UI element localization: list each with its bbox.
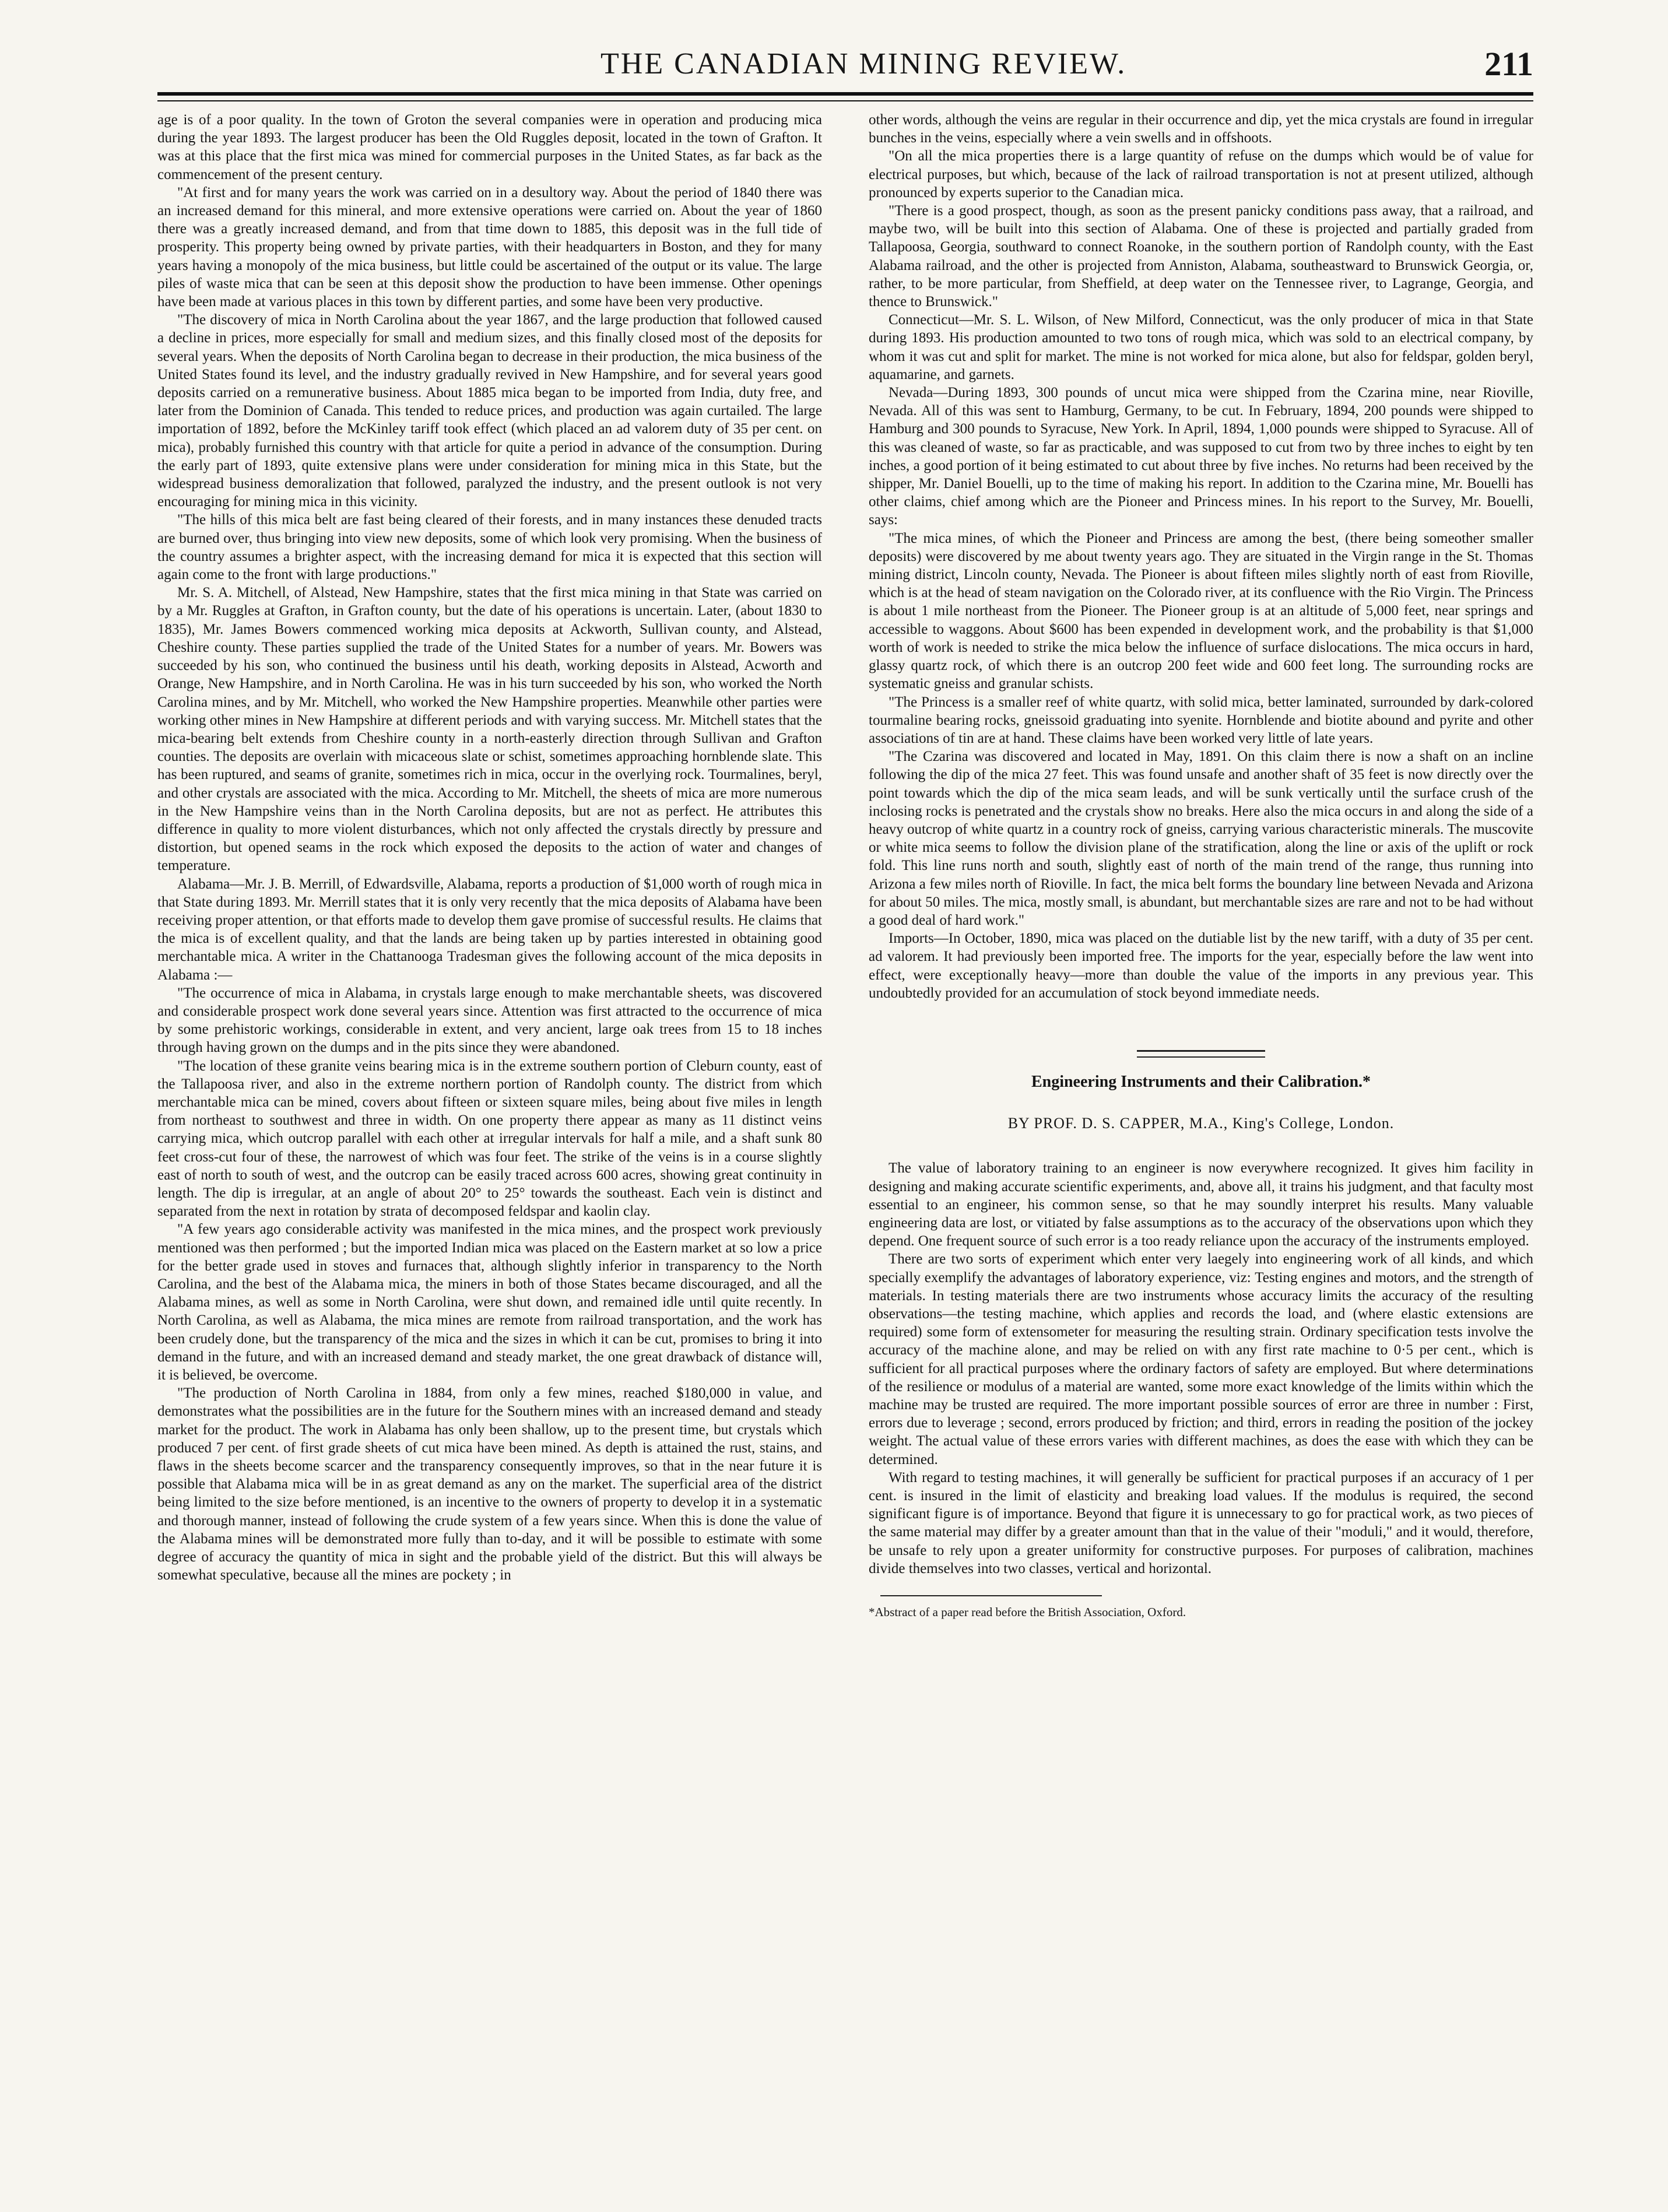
journal-title: THE CANADIAN MINING REVIEW. — [601, 47, 1127, 80]
paragraph: Connecticut—Mr. S. L. Wilson, of New Milford, Connecticut, was the only producer of mica in that State during 1893. His production amounted to two tons of rough mica, which was sold to an electrical company, by whom it was cut and split for market. The mine is not worked for mica alone, but also for feldspar, golden beryl, aquamarine, and garnets. — [869, 312, 1533, 382]
footnote: *Abstract of a paper read before the British Association, Oxford. — [869, 1605, 1186, 1620]
paragraph: "The occurrence of mica in Alabama, in crystals large enough to make merchantable sheets, was discovered and considerable prospect work done several years since. Attention was first attracted to the occurrence of mica by some prehistoric workings, considerable in extent, and very ancient, large oak trees from 15 to 18 inches through having grown on the dumps and in the pits since they were abandoned. — [157, 985, 822, 1056]
header-rule-thick — [157, 92, 1533, 96]
paragraph: other words, although the veins are regular in their occurrence and dip, yet the mica crystals are found in irregular bunches in the veins, especially where a vein swells and in offshoots. — [869, 112, 1533, 146]
paragraph: Nevada—During 1893, 300 pounds of uncut mica were shipped from the Czarina mine, near Rioville, Nevada. All of this was sent to Hamburg, Germany, to be cut. In February, 1894, 200 pounds were shipped to Hamburg and 300 pounds to Syracuse, New York. In April, 1894, 1,000 pounds were shipped to Syracuse. All of this was cleaned of waste, so far as practicable, and was supposed to cut from two by three inches to eight by ten inches, a good portion of it being estimated to cut about three by five inches. No returns had been received by the shipper, Mr. Daniel Bouelli, up to the time of making his report. In addition to the Czarina mine, Mr. Bouelli has other claims, chief among which are the Pioneer and Princess mines. In his report to the Survey, Mr. Bouelli, says: — [869, 385, 1533, 528]
paragraph: "The Princess is a smaller reef of white quartz, with solid mica, better laminated, surrounded by dark-colored tourmaline bearing rocks, gneissoid graduating into syenite. Hornblende and biotite abound and pyrite and other associations of tin are at hand. These claims have been worked very little of late years. — [869, 694, 1533, 746]
footnote-rule — [880, 1595, 1102, 1596]
paragraph: "The Czarina was discovered and located in May, 1891. On this claim there is now a shaft on an incline following the dip of the mica 27 feet. This was found unsafe and another shaft of 35 feet is now directly over the point towards which the dip of the mica seam leads, and will be sunk vertically until the surface crush of the inclosing rocks is penetrated and the crystals show no breaks. Here also the mica occurs in and along the side of a heavy outcrop of white quartz in a country rock of gneiss, carrying various characteristic minerals. The muscovite or white mica seems to follow the division plane of the stratification, along the line or axis of the uplift or rock fold. This line runs north and south, slightly east of north of the main trend of the range, thus running into Arizona a few miles north of Rioville. In fact, the mica belt forms the boundary line between Nevada and Arizona for about 50 miles. The mica, mostly small, is abundant, but merchantable sizes are rare and not to be had without a good deal of hard work." — [869, 749, 1533, 928]
paragraph: Mr. S. A. Mitchell, of Alstead, New Hampshire, states that the first mica mining in that State was carried on by a Mr. Ruggles at Grafton, in Grafton county, but the date of his operations is uncertain. Later, (about 1830 to 1835), Mr. James Bowers commenced working mica deposits at Ackworth, Sullivan county, and Alstead, Cheshire county. These parties supplied the trade of the United States for a number of years. Mr. Bowers was succeeded by his son, who continued the business until his death, working deposits in Alstead, Acworth and Orange, New Hampshire, and in North Carolina. He was in his turn succeeded by his son, who worked the North Carolina mines, and by Mr. Mitchell, who worked the New Hampshire properties. Meanwhile other parties were working other mines in New Hampshire at different periods and with varying success. Mr. Mitchell states that the mica-bearing belt extends from Cheshire county in a north-easterly direction through Sullivan and Grafton counties. The deposits are overlain with micaceous slate or schist, sometimes approaching hornblende slate. This has been ruptured, and seams of granite, sometimes rich in mica, occur in the overlying rock. Tourmalines, beryl, and other crystals are associated with the mica. According to Mr. Mitchell, the sheets of mica are more numerous in the New Hampshire veins than in the North Carolina deposits, but are not as perfect. He attributes this difference in quality to more violent disturbances, which not only affected the crystals directly by pressure and distortion, but opened seams in the rock which exposed the deposits to the action of water and changes of temperature. — [157, 585, 822, 874]
page-number: 211 — [1484, 45, 1533, 83]
article-paragraph: The value of laboratory training to an engineer is now everywhere recognized. It gives him facility in designing and making accurate scientific experiments, and, above all, it trains his judgment, and that faculty most essential to an engineer, his common sense, so that he may soundly interpret his results. Many valuable engineering data are lost, or vitiated by false assumptions as to the accuracy of the observations upon which they depend. One frequent source of such error is a too ready reliance upon the accuracy of the instruments employed. — [869, 1160, 1533, 1249]
article-paragraph: With regard to testing machines, it will generally be sufficient for practical purposes if an accuracy of 1 per cent. is insured in the limit of elasticity and breaking load values. If the modulus is required, the second significant figure is of importance. Beyond that figure it is unnecessary to go for practical work, as two pieces of the same material may differ by a greater amount than that in the value of their "moduli," and it would, therefore, be unsafe to rely upon a greater uniformity for constructive purposes. For purposes of calibration, machines divide themselves into two classes, vertical and horizontal. — [869, 1469, 1533, 1577]
paragraph: "There is a good prospect, though, as soon as the present panicky conditions pass away, that a railroad, and maybe two, will be built into this section of Alabama. One of these is projected and partially graded from Tallapoosa, Georgia, southward to connect Roanoke, in the southern portion of Randolph county, with the East Alabama railroad, and the other is projected from Anniston, Alabama, southeastward to Brunswick Georgia, or, rather, to be more particular, from Sheffield, at deep water on the Tennessee river, to Lagrange, Georgia, and thence to Brunswick." — [869, 203, 1533, 310]
paragraph: "A few years ago considerable activity was manifested in the mica mines, and the prospect work previously mentioned was then performed ; but the imported Indian mica was placed on the Eastern market at so low a price for the better grade used in stoves and furnaces that, although slightly inferior in transparency to the North Carolina, and the best of the Alabama mica, the miners in both of those States became discouraged, and all the Alabama mines, as well as some in North Carolina, were shut down, and remained idle until quite recently. In North Carolina, as well as Alabama, the mica mines are remote from railroad transportation, and the work has been crudely done, but the transparency of the mica and the sizes in which it can be cut, promises to bring it into demand in the future, and with an increased demand and steady market, the one great drawback of distance will, it is believed, be overcome. — [157, 1221, 822, 1384]
left-column — [157, 111, 822, 1584]
paragraph: Imports—In October, 1890, mica was placed on the dutiable list by the new tariff, with a duty of 35 per cent. ad valorem. It had previously been imported free. The imports for the year, especially before the law went into effect, were exceptionally heavy—more than double the value of the imports in any previous year. This undoubtedly provided for an accumulation of stock beyond immediate needs. — [869, 931, 1533, 1001]
article-byline: BY PROF. D. S. CAPPER, M.A., King's College, London. — [1007, 1115, 1395, 1132]
header-rule-thin — [157, 100, 1533, 101]
paragraph: "The mica mines, of which the Pioneer and Princess are among the best, (there being someother smaller deposits) were discovered by me about twenty years ago. They are situated in the Virgin range in the St. Thomas mining district, Lincoln county, Nevada. The Pioneer is about fifteen miles slightly north of east from Rioville, which is at the head of steam navigation on the Colorado river, at its confluence with the Rio Virgin. The Princess is about 1 mile northeast from the Pioneer. The Pioneer group is at an altitude of 5,000 feet, near springs and accessible to waggons. About $600 has been expended in development work, and the probability is that $1,000 worth of work is needed to strike the mica below the influence of surface dislocations. The mica occurs in hard, glassy quartz rock, of which there is an outcrop 200 feet wide and 600 feet long. The surrounding rocks are systematic gneiss and granular schists. — [869, 530, 1533, 692]
paragraph: "The discovery of mica in North Carolina about the year 1867, and the large production that followed caused a decline in prices, more especially for small and medium sizes, and this finally closed most of the deposits for several years. When the deposits of North Carolina began to decrease in their production, the mica business of the United States found its level, and the industry gradually revived in New Hampshire, and for several years good deposits carried on a remunerative business. About 1885 mica began to be imported from India, duty free, and later from the Dominion of Canada. This tended to reduce prices, and production was again curtailed. The large importation of 1892, before the McKinley tariff took effect (which placed an ad valorem duty of 35 per cent. on mica), probably furnished this country with that article for quite a period in advance of the consumption. During the early part of 1893, quite extensive plans were under consideration for mining mica in this State, but the widespread business demoralization that followed, paralyzed the industry, and the present outlook is not very encouraging for mining mica in this vicinity. — [157, 312, 822, 510]
paragraph: "The production of North Carolina in 1884, from only a few mines, reached $180,000 in value, and demonstrates what the possibilities are in the future for the Southern mines with an increased demand and steady market for the product. The work in Alabama has only been shallow, up to the present time, but crystals which produced 7 per cent. of first grade sheets of cut mica have been mined. As depth is attained the rust, stains, and flaws in the sheets become scarcer and the transparency consequently improves, so that in the near future it is possible that Alabama mica will be in as great demand as any on the market. The superficial area of the district being limited to the size before mentioned, is an incentive to the owners of property to develop it in a systematic and thorough manner, instead of following the crude system of a few years since. When this is done the value of the Alabama mines will be demonstrated more fully than to-day, and it will be possible to estimate with some degree of accuracy the quantity of mica in sight and the probable yield of the district. But this will always be somewhat speculative, because all the mines are pockety ; in — [157, 1385, 822, 1583]
paragraph: "The hills of this mica belt are fast being cleared of their forests, and in many instances these denuded tracts are burned over, thus bringing into view new deposits, some of which look very promising. When the business of the country assumes a brighter aspect, with the increasing demand for mica it is expected that this section will again come to the front with large productions." — [157, 512, 822, 583]
paragraph: Alabama—Mr. J. B. Merrill, of Edwardsville, Alabama, reports a production of $1,000 worth of rough mica in that State during 1893. Mr. Merrill states that it is only very recently that the mica deposits of Alabama have been receiving proper attention, or that efforts made to develop them gave promise of successful results. He claims that the mica is of excellent quality, and that the lands are being taken up by parties interested in obtaining good merchantable mica. A writer in the Chattanooga Tradesman gives the following account of the mica deposits in Alabama :— — [157, 876, 822, 983]
article-paragraph: There are two sorts of experiment which enter very laegely into engineering work of all kinds, and which specially exemplify the advantages of laboratory experience, viz: Testing engines and motors, and the strength of materials. In testing materials there are two instruments whose accuracy limits the accuracy of the resulting observations—the testing machine, which applies and records the load, and (where elastic extensions are required) some form of extensometer for measuring the resulting strain. Ordinary specification tests involve the accuracy of the machine alone, and may be relied on with any first rate machine to 0·5 per cent., which is sufficient for all practical purposes where the ordinary factors of safety are employed. But where determinations of the resilience or modulus of a material are wanted, some more exact knowledge of the limits within which the machine may be trusted are required. The more important possible sources of error are three in number : First, errors due to leverage ; second, errors produced by friction; and third, errors in reading the position of the jockey weight. The actual value of these errors varies with different machines, as does the ease with which they can be determined. — [869, 1251, 1533, 1467]
article-title: Engineering Instruments and their Calibration.* — [1031, 1072, 1371, 1091]
running-header — [157, 36, 1533, 89]
paragraph: "On all the mica properties there is a large quantity of refuse on the dumps which would be of value for electrical purposes, but which, because of the lack of railroad transportation is not at present utilized, although pronounced by experts superior to the Canadian mica. — [869, 148, 1533, 201]
paragraph: "At first and for many years the work was carried on in a desultory way. About the period of 1840 there was an increased demand for this mineral, and more extensive operations were carried on. About the year of 1860 there was a greatly increased demand, and from that time down to 1885, this deposit was in the full tide of prosperity. This property being owned by private parties, with their headquarters in Boston, and they for many years having a monopoly of the mica business, but little could be ascertained of the output or its value. The large piles of waste mica that can be seen at this deposit show the production to have been immense. Other openings have been made at various places in this town by different parties, and some have been very productive. — [157, 184, 822, 310]
paragraph: "The location of these granite veins bearing mica is in the extreme southern portion of Cleburn county, east of the Tallapoosa river, and also in the extreme northern portion of Randolph county. The district from which merchantable mica can be mined, covers about fifteen or sixteen square miles, being about five miles in length from northeast to southwest and three in width. On one property there appear as many as 11 distinct veins carrying mica, which outcrop parallel with each other at irregular intervals for half a mile, and a shaft sunk 80 feet cross-cut four of these, the narrowest of which was four feet. The strike of the veins is in a course slightly east of north to south of west, and the outcrop can be easily traced across 600 acres, showing great continuity in length. The dip is irregular, at an angle of about 20° to 25° towards the southeast. Each vein is distinct and separated from the next in rotation by strata of decomposed feldspar and kaolin clay. — [157, 1058, 822, 1220]
paragraph: age is of a poor quality. In the town of Groton the several companies were in operation and producing mica during the year 1893. The largest producer has been the Old Ruggles deposit, located in the town of Grafton. It was at this place that the first mica was mined for commercial purposes in the United States, as far back as the commencement of the present century. — [157, 112, 822, 182]
section-divider — [1137, 1050, 1265, 1052]
right-column — [869, 111, 1533, 1621]
section-divider-thin — [1137, 1056, 1265, 1058]
